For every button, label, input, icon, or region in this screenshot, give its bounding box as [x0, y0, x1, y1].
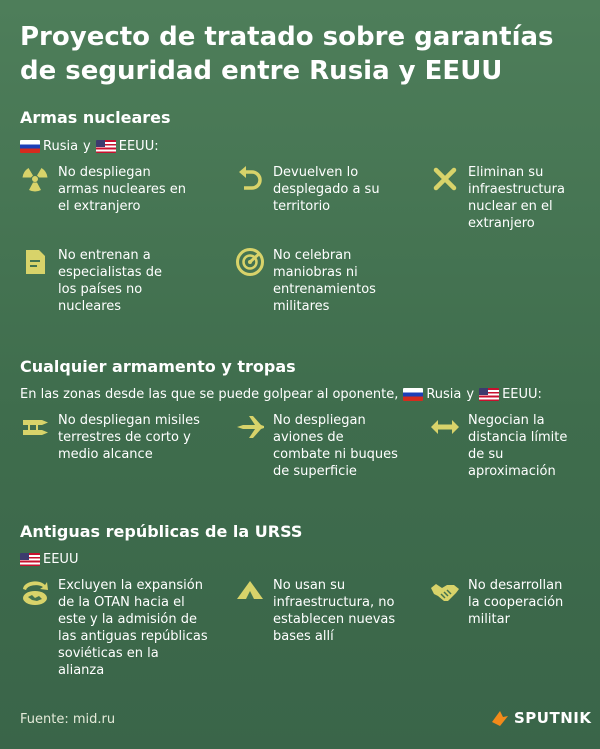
radar-icon	[235, 247, 265, 277]
item-text: No despliegan misiles terrestres de corto y medio alcance	[58, 413, 200, 462]
list-item	[430, 577, 590, 628]
party-joiner: y	[466, 387, 475, 402]
missiles-icon	[20, 412, 50, 442]
item-text: Excluyen la expansión de la OTAN hacia el este y la admisión de las antiguas repúblicas soviéticas en la alianza	[58, 578, 208, 678]
section-heading-ussr: Antiguas repúblicas de la URSS	[20, 522, 303, 541]
list-item	[20, 247, 210, 315]
list-item	[20, 412, 220, 463]
list-item	[430, 412, 590, 480]
parties-line-ussr	[20, 552, 78, 567]
airplane-icon	[235, 412, 265, 442]
parties-line-weapons	[20, 387, 542, 402]
radiation-icon	[20, 164, 50, 194]
list-item	[235, 164, 415, 215]
sputnik-logo-icon	[490, 708, 510, 728]
party-joiner: y	[83, 139, 91, 154]
list-item	[235, 247, 415, 315]
item-text: No entrenan a especialistas de los países no nucleares	[58, 248, 162, 314]
russia-flag-icon	[403, 388, 423, 401]
item-text: No desarrollan la cooperación militar	[468, 578, 564, 627]
handshake-icon	[430, 577, 460, 607]
list-item	[20, 577, 220, 679]
page-title: Proyecto de tratado sobre garantías de seguridad entre Rusia y EEUU	[20, 22, 554, 86]
globe-arrow-icon	[20, 577, 50, 607]
item-text: Negocian la distancia límite de su aproximación	[468, 413, 568, 479]
party-usa: EEUU:	[118, 139, 159, 154]
double-arrow-icon	[430, 412, 460, 442]
list-item	[235, 577, 420, 645]
section-heading-nuclear: Armas nucleares	[20, 108, 171, 127]
item-text: No despliegan armas nucleares en el extranjero	[58, 165, 187, 214]
party-usa: EEUU	[43, 552, 79, 567]
party-russia: Rusia	[426, 387, 462, 402]
document-icon	[20, 247, 50, 277]
cross-icon	[430, 164, 460, 194]
zones-intro: En las zonas desde las que se puede golpear al oponente,	[20, 387, 399, 402]
parties-line-nuclear	[20, 139, 159, 154]
usa-flag-icon	[96, 140, 116, 153]
item-text: Devuelven lo desplegado a su territorio	[273, 165, 380, 214]
party-russia: Rusia	[43, 139, 79, 154]
item-text: No despliegan aviones de combate ni buques de superficie	[273, 413, 398, 479]
list-item	[20, 164, 210, 215]
tent-icon	[235, 577, 265, 607]
usa-flag-icon	[479, 388, 499, 401]
list-item	[235, 412, 420, 480]
sputnik-logo	[490, 708, 591, 728]
item-text: No celebran maniobras ni entrenamientos militares	[273, 248, 376, 314]
section-heading-weapons: Cualquier armamento y tropas	[20, 357, 296, 376]
russia-flag-icon	[20, 140, 40, 153]
source-note: Fuente: mid.ru	[20, 712, 116, 727]
brand-name: SPUTNIK	[514, 709, 592, 727]
list-item	[430, 164, 590, 232]
usa-flag-icon	[20, 553, 40, 566]
item-text: No usan su infraestructura, no establecen nuevas bases allí	[273, 578, 396, 644]
item-text: Eliminan su infraestructura nuclear en el extranjero	[468, 165, 565, 231]
party-usa: EEUU:	[502, 387, 542, 402]
return-arrow-icon	[235, 164, 265, 194]
